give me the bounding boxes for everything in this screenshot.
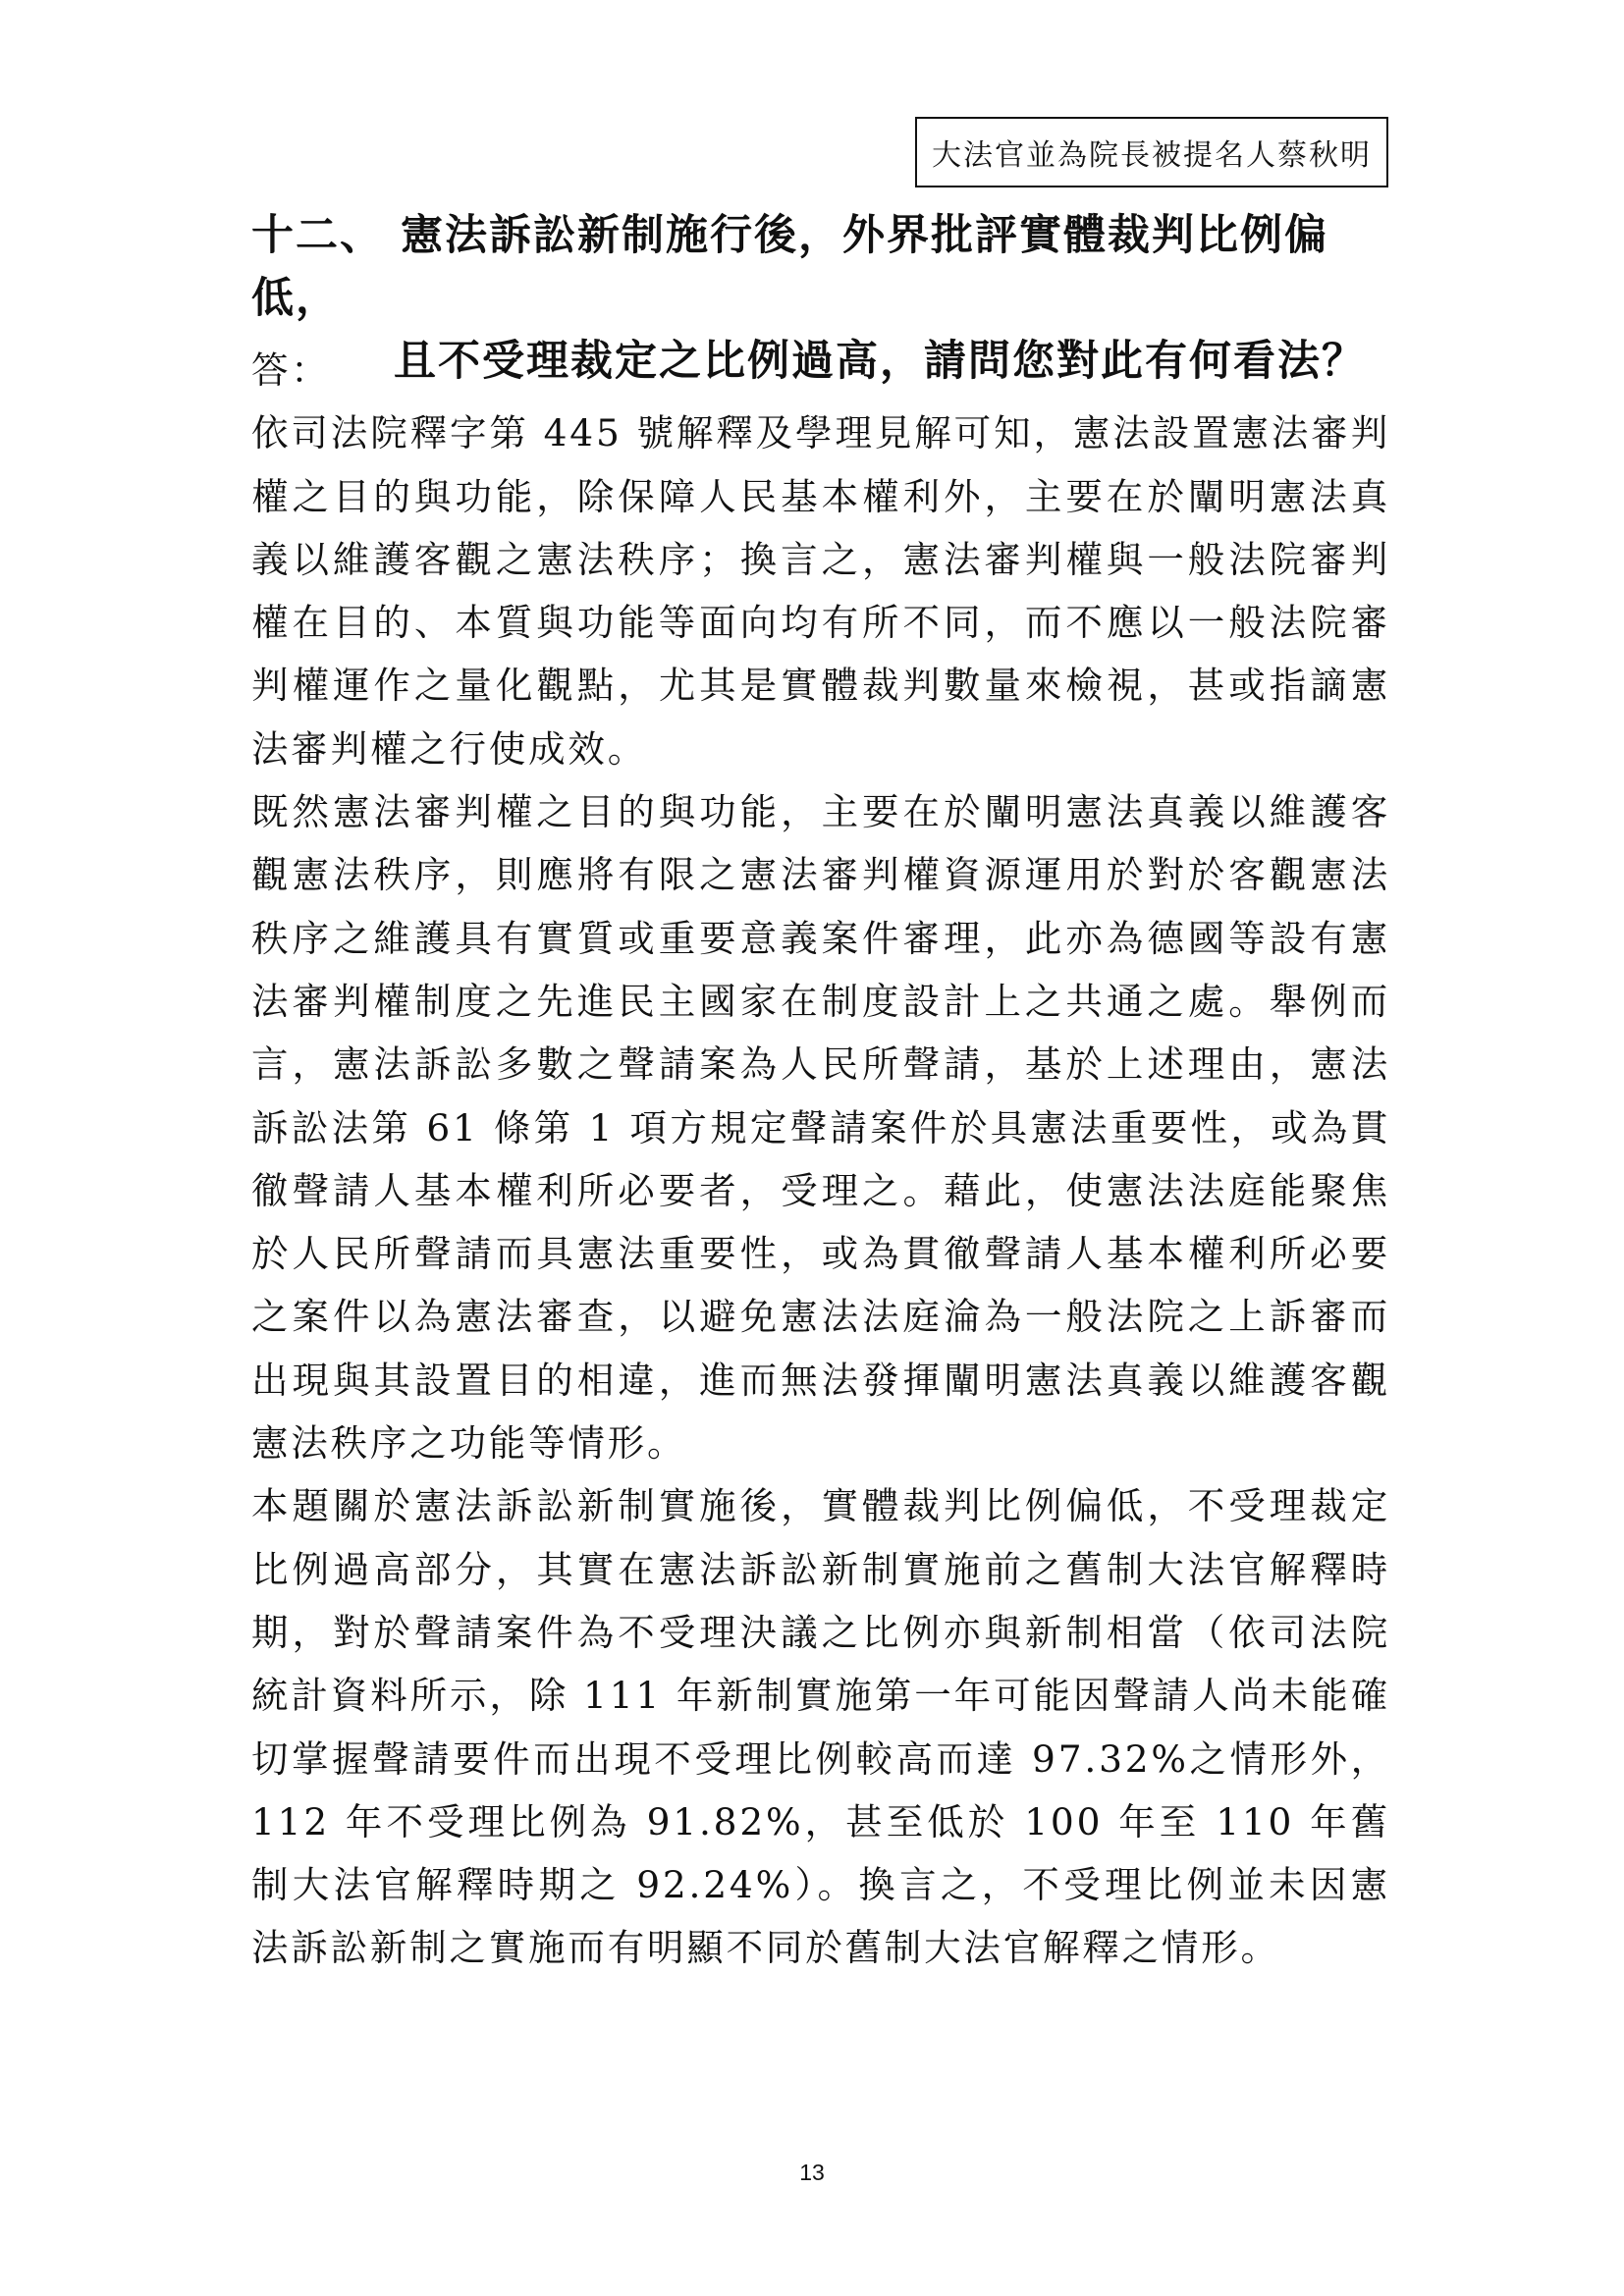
nominee-header-box bbox=[915, 117, 1388, 187]
answer-paragraph: 本題關於憲法訴訟新制實施後，實體裁判比例偏低，不受理裁定比例過高部分，其實在憲法訴訟新制實施前之舊制大法官解釋時期，對於聲請案件為不受理決議之比例亦與新制相當（依司法院統計資料所示，除 111 年新制實施第一年可能因聲請人尚未能確切掌握聲請要件而出現不受理比例較高而達 97.32%之情形外，112 年不受理比例為 91.82%，甚至低於 100 年至 110 年舊制大法官解釋時期之 92.24%）。換言之，不受理比例並未因憲法訴訟新制之實施而有明顯不同於舊制大法官解釋之情形。 bbox=[251, 1484, 1390, 1970]
answer-label: 答： bbox=[251, 348, 331, 392]
answer-body bbox=[251, 339, 1390, 1980]
answer-paragraph: 既然憲法審判權之目的與功能，主要在於闡明憲法真義以維護客觀憲法秩序，則應將有限之憲法審判權資源運用於對於客觀憲法秩序之維護具有實質或重要意義案件審理，此亦為德國等設有憲法審判權制度之先進民主國家在制度設計上之共通之處。舉例而言，憲法訴訟多數之聲請案為人民所聲請，基於上述理由，憲法訴訟法第 61 條第 1 項方規定聲請案件於具憲法重要性，或為貫徹聲請人基本權利所必要者，受理之。藉此，使憲法法庭能聚焦於人民所聲請而具憲法重要性，或為貫徹聲請人基本權利所必要之案件以為憲法審查，以避免憲法法庭淪為一般法院之上訴審而出現與其設置目的相違，進而無法發揮闡明憲法真義以維護客觀憲法秩序之功能等情形。 bbox=[251, 790, 1390, 1466]
question-line-1: 十二、 憲法訴訟新制施行後，外界批評實體裁判比例偏低， bbox=[251, 211, 1328, 323]
nominee-header-label: 大法官並為院長被提名人蔡秋明 bbox=[932, 138, 1372, 173]
question-line-2: 且不受理裁定之比例過高，請問您對此有何看法？ bbox=[394, 337, 1366, 386]
answer-paragraph: 依司法院釋字第 445 號解釋及學理見解可知，憲法設置憲法審判權之目的與功能，除保障人民基本權利外，主要在於闡明憲法真義以維護客觀之憲法秩序；換言之，憲法審判權與一般法院審判權在目的、本質與功能等面向均有所不同，而不應以一般法院審判權運作之量化觀點，尤其是實體裁判數量來檢視，甚或指謫憲法審判權之行使成效。 bbox=[251, 411, 1390, 771]
page-number: 13 bbox=[799, 2160, 825, 2185]
